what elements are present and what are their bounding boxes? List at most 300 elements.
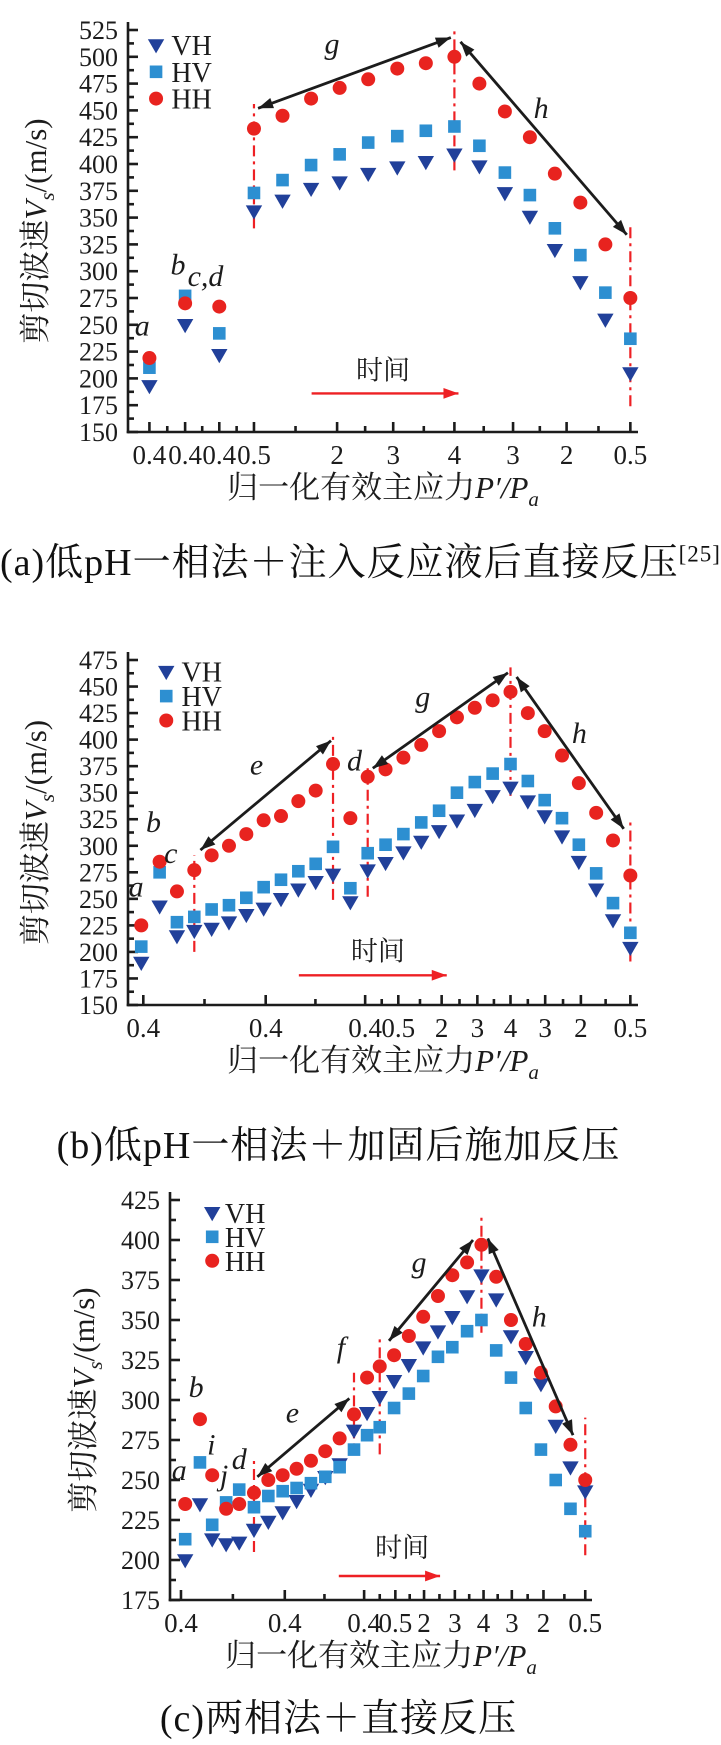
data-point-hv	[599, 286, 612, 299]
data-point-hv	[524, 189, 537, 202]
data-point-hh	[447, 50, 461, 64]
data-point-vh	[518, 1351, 534, 1365]
time-label: 时间	[350, 936, 405, 967]
y-tick-label: 175	[79, 964, 118, 994]
data-point-hv	[240, 891, 253, 904]
data-point-vh	[473, 1269, 489, 1283]
y-axis-label: 剪切波速$V_s/(m/s)$	[18, 118, 59, 344]
data-point-hh	[360, 1371, 374, 1385]
y-tick-label: 375	[79, 752, 118, 782]
data-point-hv	[469, 776, 482, 789]
x-tick-labels	[164, 1608, 602, 1638]
y-tick-label: 350	[79, 203, 118, 233]
data-point-hh	[498, 104, 512, 118]
data-point-vh	[325, 869, 341, 883]
stage-letter-g: g	[411, 1246, 427, 1279]
y-tick-label: 425	[79, 699, 118, 729]
data-point-hh	[589, 806, 603, 820]
x-tick-label: 2	[574, 1013, 588, 1043]
data-point-hv	[205, 903, 218, 916]
x-axis-label: 归一化有效主应力$P'/P_a$	[227, 470, 539, 511]
data-point-hh	[361, 72, 375, 86]
data-point-vh	[377, 857, 393, 871]
data-point-vh	[415, 1341, 431, 1355]
x-tick-label: 3	[470, 1013, 485, 1043]
data-point-vh	[502, 782, 518, 796]
data-point-hv	[432, 1351, 445, 1364]
data-point-hv	[519, 1402, 532, 1415]
data-point-vh	[562, 1461, 578, 1475]
data-point-hh	[419, 56, 433, 70]
data-point-hv	[319, 1471, 332, 1484]
data-point-hh	[396, 751, 410, 765]
data-point-hh	[205, 1468, 219, 1482]
data-point-hh	[347, 1407, 361, 1421]
data-point-hv	[549, 1474, 562, 1487]
y-tick-label: 275	[79, 858, 118, 888]
data-point-vh	[446, 149, 462, 163]
data-point-vh	[255, 903, 271, 917]
data-point-hh	[623, 868, 637, 882]
data-point-hv	[361, 847, 374, 860]
stage-letter-f: f	[336, 1330, 346, 1364]
legend-label-hh: HH	[171, 84, 212, 116]
x-tick-label: 0.4	[168, 440, 202, 470]
stage-letter-e: e	[285, 1396, 300, 1430]
time-annotation	[312, 355, 459, 398]
data-point-vh	[459, 1290, 475, 1304]
legend-label-hh: HH	[224, 1246, 266, 1278]
data-point-hv	[257, 881, 270, 894]
legend-label-vh: VH	[171, 31, 212, 63]
plot-area	[18, 646, 647, 1084]
data-point-vh	[520, 795, 536, 809]
arrowhead	[488, 1238, 499, 1254]
data-point-hh	[187, 863, 201, 877]
caption-a-text: (a)低pH一相法＋注入反应液后直接反压	[0, 542, 679, 584]
data-point-vh	[346, 1425, 362, 1439]
data-point-vh	[221, 916, 237, 930]
x-tick-label: 0.4	[132, 440, 167, 470]
y-tick-label: 325	[79, 805, 118, 835]
y-tick-labels	[121, 1186, 160, 1615]
y-tick-label: 250	[79, 310, 118, 340]
x-tick-label: 0.4	[164, 1608, 198, 1638]
y-tick-label: 300	[79, 831, 118, 861]
stage-letter-i: i	[207, 1428, 216, 1462]
data-point-hv	[388, 1402, 401, 1415]
stage-letter-g: g	[324, 27, 340, 61]
x-tick-label: 4	[447, 440, 462, 470]
data-point-hv	[490, 1344, 503, 1357]
stage-letter-b: b	[188, 1370, 204, 1404]
data-point-hv	[535, 1443, 548, 1456]
data-point-vh	[597, 314, 613, 328]
data-point-hv	[361, 1429, 374, 1442]
data-point-hh	[193, 1412, 207, 1426]
data-point-hh	[504, 685, 518, 699]
data-point-hv	[433, 804, 446, 817]
stage-letter-g: g	[415, 680, 431, 714]
data-point-vh	[418, 156, 434, 170]
chart-b-caption	[0, 1105, 677, 1180]
stage-letter-b: b	[170, 248, 186, 282]
data-point-hv	[206, 1519, 219, 1532]
data-point-hh	[232, 1497, 246, 1511]
data-point-hv	[276, 174, 289, 187]
data-point-vh	[331, 176, 347, 190]
arrowhead	[425, 1571, 440, 1582]
data-point-vh	[605, 914, 621, 928]
data-point-hh	[460, 1255, 474, 1269]
data-point-vh	[204, 1533, 220, 1547]
data-point-hh	[326, 757, 340, 771]
data-point-hh	[178, 296, 192, 310]
stage-letter-d: d	[346, 744, 362, 778]
y-tick-label: 175	[79, 391, 118, 421]
data-point-vh	[177, 319, 193, 333]
arrow-shaft	[517, 677, 624, 829]
stage-letter-cd: c,d	[187, 260, 224, 294]
data-point-hv	[327, 841, 340, 854]
y-tick-label: 225	[79, 911, 118, 941]
series-HH	[142, 50, 637, 365]
data-point-hh	[304, 92, 318, 106]
data-point-vh	[444, 1311, 460, 1325]
x-tick-label: 2	[536, 1608, 551, 1638]
x-tick-label: 0.4	[126, 1013, 161, 1043]
data-point-vh	[260, 1516, 276, 1530]
data-point-hv	[290, 1482, 303, 1495]
arrowhead	[611, 813, 624, 828]
data-point-hh	[390, 62, 404, 76]
data-point-hh	[414, 738, 428, 752]
y-tick-label: 200	[121, 1546, 160, 1575]
legend-label-vh: VH	[181, 657, 223, 689]
data-point-hh	[247, 122, 261, 136]
chart-c-section	[0, 1180, 677, 1742]
data-point-hv	[373, 1421, 386, 1434]
stage-letter-a: a	[128, 870, 144, 904]
legend-marker-hh	[205, 1254, 219, 1268]
data-point-hh	[318, 1444, 332, 1458]
data-point-hv	[275, 873, 288, 886]
data-point-hv	[179, 1533, 192, 1546]
arrowhead	[435, 38, 451, 48]
chart-c-caption	[0, 1680, 677, 1742]
data-point-hv	[549, 222, 562, 235]
x-axis-label: 归一化有效主应力$P'/P_a$	[225, 1638, 537, 1679]
x-tick-label: 0.4	[267, 1608, 302, 1638]
x-tick-label: 2	[330, 440, 344, 470]
data-point-vh	[395, 846, 411, 860]
data-point-hv	[292, 865, 305, 878]
data-point-vh	[141, 380, 157, 394]
data-point-hh	[538, 724, 552, 738]
x-tick-label: 0.5	[237, 440, 271, 470]
data-point-hh	[222, 839, 236, 853]
data-point-vh	[169, 930, 185, 944]
data-point-hh	[606, 833, 620, 847]
x-tick-label: 3	[505, 1608, 519, 1638]
data-point-hh	[573, 196, 587, 210]
y-tick-label: 525	[79, 16, 118, 45]
y-tick-labels	[79, 16, 118, 447]
data-point-hv	[624, 332, 637, 345]
data-point-hh	[276, 109, 290, 123]
x-tick-label: 2	[417, 1608, 431, 1638]
data-point-vh	[273, 893, 289, 907]
x-tick-label: 0.5	[378, 1608, 413, 1638]
x-tick-label: 0.4	[248, 1013, 283, 1043]
legend-label-hv: HV	[171, 57, 212, 89]
data-point-hh	[261, 1473, 275, 1487]
data-point-hv	[415, 816, 428, 829]
data-point-hv	[607, 897, 620, 910]
stage-letter-a: a	[134, 309, 150, 343]
data-point-vh	[307, 876, 323, 890]
legend	[204, 1199, 265, 1278]
data-point-hv	[473, 139, 486, 152]
data-point-vh	[231, 1537, 247, 1551]
stage-letter-c: c	[164, 836, 178, 870]
legend-marker-vh	[148, 39, 164, 53]
x-tick-label: 3	[506, 440, 520, 470]
data-point-hv	[556, 812, 569, 825]
data-point-vh	[449, 814, 465, 828]
data-point-vh	[497, 187, 513, 201]
data-point-hv	[475, 1314, 488, 1327]
y-tick-label: 250	[121, 1466, 160, 1495]
y-tick-label: 425	[121, 1186, 160, 1215]
data-point-hv	[248, 187, 261, 200]
data-point-hh	[333, 1431, 347, 1445]
x-tick-label: 0.4	[348, 1013, 383, 1043]
stage-letter-h: h	[571, 716, 587, 750]
y-tick-label: 175	[121, 1586, 160, 1615]
data-point-hv	[448, 120, 461, 133]
x-tick-label: 3	[538, 1013, 552, 1043]
data-point-hv	[461, 1325, 474, 1338]
data-point-hh	[578, 1473, 592, 1487]
legend-label-hv: HV	[181, 682, 223, 714]
chart-a-section	[0, 0, 721, 600]
data-point-hv	[305, 1477, 318, 1490]
x-tick-label: 3	[448, 1608, 462, 1638]
y-tick-label: 250	[79, 884, 118, 914]
data-point-hv	[590, 867, 603, 880]
data-point-hh	[291, 794, 305, 808]
y-tick-label: 400	[121, 1226, 160, 1255]
data-point-hv	[499, 166, 512, 179]
data-point-vh	[360, 168, 376, 182]
data-point-hh	[212, 300, 226, 314]
data-point-vh	[359, 1407, 375, 1421]
data-point-hv	[624, 927, 637, 940]
data-point-vh	[133, 957, 149, 971]
legend-marker-hh	[149, 92, 163, 106]
x-tick-label: 4	[476, 1608, 491, 1638]
y-tick-label: 425	[79, 123, 118, 153]
x-tick-label: 0.5	[568, 1608, 603, 1638]
data-point-vh	[303, 183, 319, 197]
data-point-vh	[290, 883, 306, 897]
time-label: 时间	[356, 355, 410, 386]
data-point-hh	[239, 827, 253, 841]
data-point-hv	[248, 1501, 261, 1514]
data-point-hv	[135, 940, 148, 953]
chart-a-canvas	[0, 0, 677, 530]
y-tick-label: 450	[79, 672, 118, 702]
data-point-hv	[564, 1503, 577, 1516]
legend-marker-vh	[204, 1207, 220, 1221]
y-tick-label: 275	[121, 1426, 160, 1455]
x-tick-label: 2	[559, 440, 574, 470]
data-point-vh	[588, 883, 604, 897]
data-point-hh	[416, 1310, 430, 1324]
data-point-vh	[186, 925, 202, 939]
legend	[148, 31, 212, 116]
data-point-hh	[402, 1329, 416, 1343]
y-tick-label: 225	[121, 1506, 160, 1535]
data-point-hv	[305, 159, 318, 172]
y-axis-label: 剪切波速$V_s/(m/s)$	[18, 719, 59, 946]
data-point-hv	[348, 1443, 361, 1456]
x-tick-label: 4	[503, 1013, 518, 1043]
data-point-hv	[223, 899, 236, 912]
data-point-hv	[451, 786, 464, 799]
data-point-hh	[468, 701, 482, 715]
data-point-hv	[344, 882, 357, 895]
y-tick-label: 500	[79, 42, 118, 72]
data-point-hv	[446, 1341, 459, 1354]
data-point-hh	[474, 1238, 488, 1252]
data-point-hh	[598, 237, 612, 251]
data-point-hh	[333, 81, 347, 95]
data-point-hv	[574, 249, 587, 262]
data-point-vh	[192, 1498, 208, 1512]
data-point-vh	[246, 205, 262, 219]
data-point-hh	[563, 1438, 577, 1452]
x-tick-label: 0.5	[613, 1013, 648, 1043]
y-tick-label: 200	[79, 364, 118, 394]
data-point-vh	[211, 349, 227, 363]
plot-area	[18, 16, 647, 511]
phase-dash-lines	[254, 29, 630, 406]
data-point-vh	[577, 1485, 593, 1499]
data-point-hh	[486, 693, 500, 707]
y-tick-label: 225	[79, 337, 118, 367]
data-point-hh	[257, 813, 271, 827]
data-point-vh	[288, 1495, 304, 1509]
time-annotation	[339, 1533, 440, 1582]
arrowhead	[443, 388, 458, 399]
x-tick-labels	[133, 440, 648, 470]
arrow-shaft	[373, 673, 508, 769]
arrowhead	[493, 673, 508, 686]
x-tick-labels	[126, 1013, 647, 1043]
data-point-hh	[178, 1497, 192, 1511]
y-tick-label: 300	[79, 257, 118, 287]
x-tick-label: 0.4	[202, 440, 237, 470]
legend-label-hh: HH	[181, 706, 223, 738]
data-point-vh	[274, 195, 290, 209]
data-point-vh	[467, 804, 483, 818]
data-point-hv	[420, 124, 433, 137]
data-point-hv	[505, 1371, 518, 1384]
legend-label-hv: HV	[224, 1222, 266, 1254]
annotation-arrows	[258, 38, 627, 235]
data-point-hv	[233, 1483, 246, 1496]
data-point-hh	[247, 1486, 261, 1500]
x-tick-label: 3	[386, 440, 400, 470]
data-point-hh	[276, 1468, 290, 1482]
data-point-hv	[538, 794, 551, 807]
x-axis-label: 归一化有效主应力$P'/P_a$	[227, 1043, 539, 1084]
legend-marker-hv	[206, 1231, 219, 1244]
data-point-hv	[573, 838, 586, 851]
data-point-vh	[401, 1359, 417, 1373]
data-point-vh	[389, 161, 405, 175]
data-point-vh	[218, 1538, 234, 1552]
stage-letter-h: h	[533, 91, 549, 125]
data-point-hv	[188, 911, 201, 924]
data-point-hv	[276, 1485, 289, 1498]
data-point-vh	[533, 1378, 549, 1392]
y-tick-label: 375	[121, 1266, 160, 1295]
data-point-vh	[572, 276, 588, 290]
data-point-hv	[522, 775, 535, 788]
data-point-hv	[213, 327, 226, 340]
y-tick-label: 475	[79, 69, 118, 99]
data-point-hh	[290, 1462, 304, 1476]
data-point-vh	[571, 856, 587, 870]
x-tick-label: 0.4	[347, 1608, 381, 1638]
stage-letter-a: a	[171, 1454, 187, 1487]
y-tick-label: 350	[121, 1306, 160, 1335]
y-tick-label: 450	[79, 96, 118, 126]
data-point-vh	[342, 896, 358, 910]
y-tick-label: 300	[121, 1386, 160, 1415]
y-axis-label: 剪切波速$V_s/(m/s)$	[66, 1287, 107, 1513]
legend-marker-hh	[159, 714, 173, 728]
data-point-hv	[391, 130, 404, 143]
y-tick-label: 150	[79, 418, 118, 447]
data-point-vh	[554, 830, 570, 844]
y-tick-label: 400	[79, 725, 118, 755]
arrowhead	[432, 970, 447, 981]
arrowhead	[562, 1419, 573, 1435]
data-point-vh	[372, 1391, 388, 1405]
data-point-vh	[203, 923, 219, 937]
arrowhead	[517, 677, 530, 692]
data-point-hv	[504, 758, 517, 771]
chart-a-caption	[0, 530, 721, 600]
data-point-hv	[486, 767, 499, 780]
data-point-hv	[417, 1370, 430, 1383]
data-point-vh	[488, 1293, 504, 1307]
data-point-vh	[431, 825, 447, 839]
plot-area	[66, 1186, 602, 1679]
data-point-vh	[274, 1506, 290, 1520]
y-tick-label: 325	[79, 230, 118, 260]
data-point-hh	[134, 918, 148, 932]
data-point-hv	[362, 136, 375, 149]
data-point-hv	[397, 828, 410, 841]
data-point-vh	[238, 909, 254, 923]
x-tick-label: 2	[434, 1013, 449, 1043]
legend-marker-vh	[158, 666, 174, 680]
